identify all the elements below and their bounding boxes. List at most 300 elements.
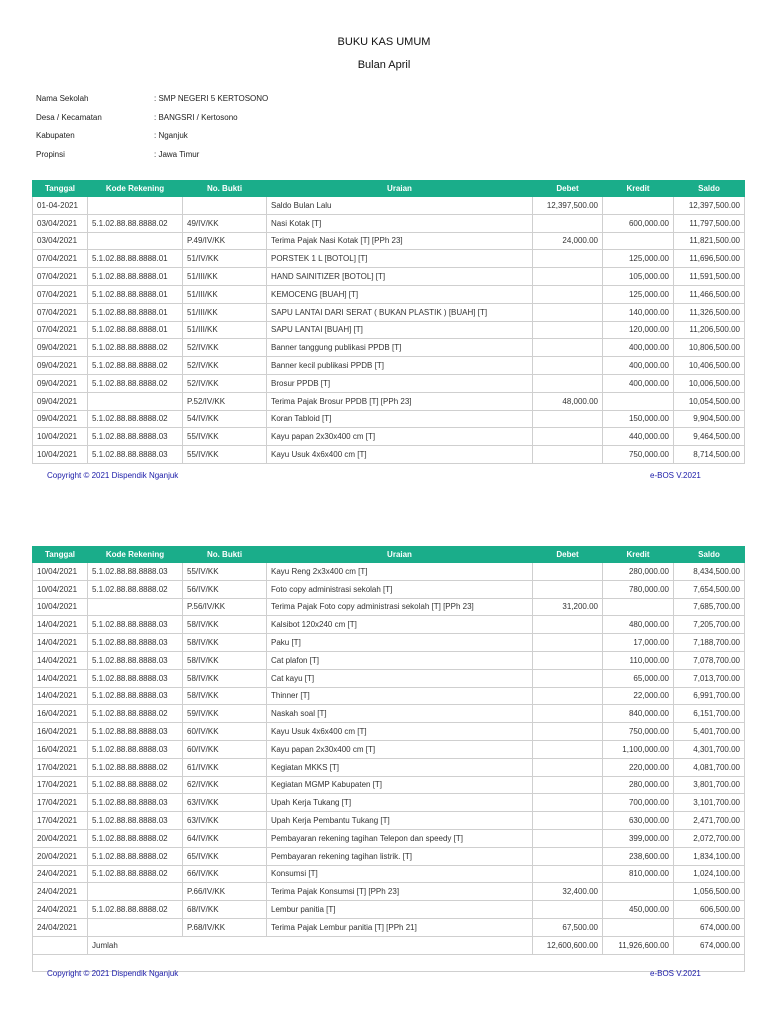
- cell-tanggal: 14/04/2021: [33, 669, 88, 687]
- cell-tanggal: 07/04/2021: [33, 268, 88, 286]
- cell-debet: 24,000.00: [533, 232, 603, 250]
- cell-kredit: 700,000.00: [603, 794, 674, 812]
- cell-uraian: Foto copy administrasi sekolah [T]: [267, 580, 533, 598]
- cell-no-bukti: 66/IV/KK: [183, 865, 267, 883]
- cell-kode-rekening: 5.1.02.88.88.8888.03: [88, 446, 183, 464]
- cell-saldo: 10,406,500.00: [674, 357, 745, 375]
- cell-kredit: 238,600.00: [603, 847, 674, 865]
- col-header-kredit: Kredit: [603, 547, 674, 563]
- cell-saldo: 2,471,700.00: [674, 812, 745, 830]
- cell-no-bukti: 56/IV/KK: [183, 580, 267, 598]
- cell-kredit: 440,000.00: [603, 428, 674, 446]
- table-row: [33, 357, 745, 375]
- cell-saldo: 1,834,100.00: [674, 847, 745, 865]
- table-row: [33, 758, 745, 776]
- cell-saldo: 11,326,500.00: [674, 303, 745, 321]
- cell-kredit: 140,000.00: [603, 303, 674, 321]
- cell-kredit: 22,000.00: [603, 687, 674, 705]
- cell-debet: [533, 580, 603, 598]
- cell-saldo: 11,696,500.00: [674, 250, 745, 268]
- table-row: [33, 918, 745, 936]
- cell-uraian: Terima Pajak Brosur PPDB [T] [PPh 23]: [267, 392, 533, 410]
- cell-tanggal: 09/04/2021: [33, 357, 88, 375]
- cell-kredit: [603, 883, 674, 901]
- cell-uraian: Paku [T]: [267, 634, 533, 652]
- cell-no-bukti: 49/IV/KK: [183, 214, 267, 232]
- total-saldo: 674,000.00: [674, 936, 745, 954]
- table-row: [33, 580, 745, 598]
- cell-kredit: 750,000.00: [603, 446, 674, 464]
- cell-debet: [533, 669, 603, 687]
- cell-uraian: Koran Tabloid [T]: [267, 410, 533, 428]
- cell-saldo: 1,056,500.00: [674, 883, 745, 901]
- cell-kode-rekening: 5.1.02.88.88.8888.01: [88, 268, 183, 286]
- cell-kredit: 750,000.00: [603, 723, 674, 741]
- cell-kode-rekening: 5.1.02.88.88.8888.01: [88, 285, 183, 303]
- cell-saldo: 12,397,500.00: [674, 197, 745, 215]
- table-row: [33, 669, 745, 687]
- cell-uraian: Cat kayu [T]: [267, 669, 533, 687]
- col-header-kode-rekening: Kode Rekening: [88, 181, 183, 197]
- col-header-saldo: Saldo: [674, 547, 745, 563]
- table-row: [33, 428, 745, 446]
- table-row: [33, 794, 745, 812]
- col-header-debet: Debet: [533, 547, 603, 563]
- copyright-text: Copyright © 2021 Dispendik Nganjuk: [47, 471, 179, 480]
- cell-kode-rekening: 5.1.02.88.88.8888.02: [88, 758, 183, 776]
- cell-uraian: SAPU LANTAI [BUAH] [T]: [267, 321, 533, 339]
- cell-tanggal: 09/04/2021: [33, 410, 88, 428]
- col-header-saldo: Saldo: [674, 181, 745, 197]
- cell-uraian: Konsumsi [T]: [267, 865, 533, 883]
- col-header-tanggal: Tanggal: [33, 181, 88, 197]
- cell-kode-rekening: 5.1.02.88.88.8888.02: [88, 901, 183, 919]
- cell-uraian: HAND SAINITIZER [BOTOL] [T]: [267, 268, 533, 286]
- cell-tanggal: 17/04/2021: [33, 758, 88, 776]
- cell-saldo: 6,991,700.00: [674, 687, 745, 705]
- cell-kredit: 810,000.00: [603, 865, 674, 883]
- cell-kode-rekening: 5.1.02.88.88.8888.03: [88, 428, 183, 446]
- cell-no-bukti: P.56/IV/KK: [183, 598, 267, 616]
- cell-saldo: 11,466,500.00: [674, 285, 745, 303]
- table-row: [33, 812, 745, 830]
- table-row: [33, 847, 745, 865]
- cell-no-bukti: P.66/IV/KK: [183, 883, 267, 901]
- cell-kredit: 125,000.00: [603, 285, 674, 303]
- cell-saldo: 7,685,700.00: [674, 598, 745, 616]
- page-title: BUKU KAS UMUM: [337, 36, 431, 48]
- cell-kredit: [603, 392, 674, 410]
- cell-tanggal: 14/04/2021: [33, 634, 88, 652]
- cell-saldo: 4,301,700.00: [674, 740, 745, 758]
- cell-no-bukti: 55/IV/KK: [183, 428, 267, 446]
- ledger-body-page-2: [33, 563, 745, 937]
- col-header-no-bukti: No. Bukti: [183, 547, 267, 563]
- cell-kredit: 17,000.00: [603, 634, 674, 652]
- cell-no-bukti: 59/IV/KK: [183, 705, 267, 723]
- cell-kode-rekening: 5.1.02.88.88.8888.02: [88, 339, 183, 357]
- cell-uraian: Pembayaran rekening tagihan listrik. [T]: [267, 847, 533, 865]
- cell-kredit: 65,000.00: [603, 669, 674, 687]
- cell-tanggal: 09/04/2021: [33, 339, 88, 357]
- cell-saldo: 5,401,700.00: [674, 723, 745, 741]
- cell-uraian: Upah Kerja Pembantu Tukang [T]: [267, 812, 533, 830]
- cell-tanggal: 07/04/2021: [33, 285, 88, 303]
- cell-no-bukti: 55/IV/KK: [183, 563, 267, 581]
- info-label: Nama Sekolah: [36, 94, 89, 103]
- cell-uraian: Pembayaran rekening tagihan Telepon dan speedy [T]: [267, 829, 533, 847]
- table-row: [33, 616, 745, 634]
- cell-no-bukti: [183, 197, 267, 215]
- table-row: [33, 901, 745, 919]
- table-row: [33, 446, 745, 464]
- cell-uraian: Brosur PPDB [T]: [267, 374, 533, 392]
- cell-tanggal: 16/04/2021: [33, 705, 88, 723]
- table-row: [33, 865, 745, 883]
- info-label: Desa / Kecamatan: [36, 112, 102, 122]
- cell-saldo: 11,821,500.00: [674, 232, 745, 250]
- cell-kredit: 400,000.00: [603, 357, 674, 375]
- cell-no-bukti: P.68/IV/KK: [183, 918, 267, 936]
- cell-kode-rekening: 5.1.02.88.88.8888.02: [88, 776, 183, 794]
- cell-kode-rekening: 5.1.02.88.88.8888.02: [88, 865, 183, 883]
- info-value: : Nganjuk: [154, 131, 188, 140]
- table-row: [33, 740, 745, 758]
- cell-kredit: 1,100,000.00: [603, 740, 674, 758]
- cell-debet: 67,500.00: [533, 918, 603, 936]
- cell-kredit: 280,000.00: [603, 776, 674, 794]
- cell-uraian: Upah Kerja Tukang [T]: [267, 794, 533, 812]
- cell-kredit: 105,000.00: [603, 268, 674, 286]
- cell-no-bukti: 51/IV/KK: [183, 250, 267, 268]
- cell-kode-rekening: 5.1.02.88.88.8888.01: [88, 250, 183, 268]
- cell-uraian: Kayu Usuk 4x6x400 cm [T]: [267, 723, 533, 741]
- cell-saldo: 9,904,500.00: [674, 410, 745, 428]
- cell-kredit: [603, 232, 674, 250]
- cell-uraian: Cat plafon [T]: [267, 651, 533, 669]
- info-value: : BANGSRI / Kertosono: [154, 112, 238, 122]
- info-row-regency: [36, 131, 268, 150]
- cell-kode-rekening: 5.1.02.88.88.8888.03: [88, 616, 183, 634]
- cell-uraian: KEMOCENG [BUAH] [T]: [267, 285, 533, 303]
- cell-kode-rekening: 5.1.02.88.88.8888.03: [88, 794, 183, 812]
- cell-kredit: [603, 598, 674, 616]
- cell-uraian: Lembur panitia [T]: [267, 901, 533, 919]
- cell-kredit: [603, 918, 674, 936]
- cell-no-bukti: 60/IV/KK: [183, 740, 267, 758]
- cell-tanggal: 14/04/2021: [33, 651, 88, 669]
- table-row: [33, 250, 745, 268]
- table-row: [33, 303, 745, 321]
- cell-debet: [533, 616, 603, 634]
- cell-tanggal: 07/04/2021: [33, 303, 88, 321]
- cell-debet: [533, 740, 603, 758]
- cell-no-bukti: 58/IV/KK: [183, 634, 267, 652]
- table-header-row: [33, 181, 745, 197]
- cell-no-bukti: 64/IV/KK: [183, 829, 267, 847]
- cell-no-bukti: P.49/IV/KK: [183, 232, 267, 250]
- cell-kode-rekening: 5.1.02.88.88.8888.03: [88, 723, 183, 741]
- table-row: [33, 776, 745, 794]
- table-row: [33, 339, 745, 357]
- cell-uraian: Kayu papan 2x30x400 cm [T]: [267, 740, 533, 758]
- cell-kode-rekening: 5.1.02.88.88.8888.03: [88, 563, 183, 581]
- table-row: [33, 634, 745, 652]
- cell-saldo: 9,464,500.00: [674, 428, 745, 446]
- cell-debet: [533, 428, 603, 446]
- cell-tanggal: 17/04/2021: [33, 794, 88, 812]
- cell-tanggal: 24/04/2021: [33, 901, 88, 919]
- cell-no-bukti: 68/IV/KK: [183, 901, 267, 919]
- cell-kredit: 400,000.00: [603, 339, 674, 357]
- cell-debet: [533, 865, 603, 883]
- cell-debet: [533, 723, 603, 741]
- cell-uraian: PORSTEK 1 L [BOTOL] [T]: [267, 250, 533, 268]
- cell-debet: [533, 651, 603, 669]
- cell-debet: 31,200.00: [533, 598, 603, 616]
- cell-uraian: Kegiatan MKKS [T]: [267, 758, 533, 776]
- cell-debet: [533, 285, 603, 303]
- cell-debet: [533, 634, 603, 652]
- cell-no-bukti: 60/IV/KK: [183, 723, 267, 741]
- cell-kode-rekening: 5.1.02.88.88.8888.02: [88, 705, 183, 723]
- cell-tanggal: 01-04-2021: [33, 197, 88, 215]
- cell-no-bukti: 51/III/KK: [183, 321, 267, 339]
- cell-saldo: 3,801,700.00: [674, 776, 745, 794]
- cell-debet: [533, 776, 603, 794]
- table-header-row: [33, 547, 745, 563]
- cell-kode-rekening: [88, 883, 183, 901]
- table-row: [33, 197, 745, 215]
- cell-no-bukti: 54/IV/KK: [183, 410, 267, 428]
- cell-saldo: 8,714,500.00: [674, 446, 745, 464]
- cell-debet: [533, 268, 603, 286]
- cell-tanggal: 17/04/2021: [33, 812, 88, 830]
- cell-kredit: 125,000.00: [603, 250, 674, 268]
- cell-no-bukti: 63/IV/KK: [183, 812, 267, 830]
- cell-kredit: 400,000.00: [603, 374, 674, 392]
- cell-tanggal: 09/04/2021: [33, 392, 88, 410]
- cell-debet: [533, 687, 603, 705]
- cell-debet: [533, 250, 603, 268]
- cell-no-bukti: 58/IV/KK: [183, 669, 267, 687]
- cell-no-bukti: 52/IV/KK: [183, 374, 267, 392]
- cell-saldo: 6,151,700.00: [674, 705, 745, 723]
- cell-saldo: 11,591,500.00: [674, 268, 745, 286]
- cell-tanggal: 10/04/2021: [33, 598, 88, 616]
- cell-kode-rekening: 5.1.02.88.88.8888.02: [88, 829, 183, 847]
- info-row-school: [36, 94, 268, 113]
- cell-saldo: 2,072,700.00: [674, 829, 745, 847]
- cell-tanggal: 16/04/2021: [33, 740, 88, 758]
- cell-tanggal: 07/04/2021: [33, 321, 88, 339]
- cell-tanggal: 24/04/2021: [33, 883, 88, 901]
- col-header-uraian: Uraian: [267, 181, 533, 197]
- cell-no-bukti: P.52/IV/KK: [183, 392, 267, 410]
- table-row: [33, 232, 745, 250]
- cell-uraian: Kalsibot 120x240 cm [T]: [267, 616, 533, 634]
- cell-debet: [533, 563, 603, 581]
- cell-uraian: Saldo Bulan Lalu: [267, 197, 533, 215]
- cell-kode-rekening: 5.1.02.88.88.8888.03: [88, 812, 183, 830]
- table-row: [33, 268, 745, 286]
- cell-uraian: Thinner [T]: [267, 687, 533, 705]
- cell-kode-rekening: 5.1.02.88.88.8888.03: [88, 740, 183, 758]
- cell-debet: [533, 794, 603, 812]
- cell-debet: [533, 446, 603, 464]
- cell-uraian: Banner tanggung publikasi PPDB [T]: [267, 339, 533, 357]
- cell-saldo: 7,078,700.00: [674, 651, 745, 669]
- table-row: [33, 374, 745, 392]
- cell-uraian: Naskah soal [T]: [267, 705, 533, 723]
- ledger-table-page-2: [32, 546, 745, 972]
- cell-no-bukti: 63/IV/KK: [183, 794, 267, 812]
- total-row: [33, 936, 745, 954]
- cell-tanggal: 14/04/2021: [33, 616, 88, 634]
- cell-tanggal: 20/04/2021: [33, 829, 88, 847]
- cell-tanggal: 03/04/2021: [33, 232, 88, 250]
- cell-uraian: Terima Pajak Foto copy administrasi sekolah [T] [PPh 23]: [267, 598, 533, 616]
- cell-kredit: 600,000.00: [603, 214, 674, 232]
- cell-no-bukti: 52/IV/KK: [183, 357, 267, 375]
- cell-uraian: Banner kecil publikasi PPDB [T]: [267, 357, 533, 375]
- cell-uraian: Kegiatan MGMP Kabupaten [T]: [267, 776, 533, 794]
- table-row: [33, 829, 745, 847]
- cell-debet: [533, 705, 603, 723]
- cell-kode-rekening: 5.1.02.88.88.8888.02: [88, 410, 183, 428]
- cell-saldo: 4,081,700.00: [674, 758, 745, 776]
- cell-debet: 48,000.00: [533, 392, 603, 410]
- cell-debet: [533, 339, 603, 357]
- cell-saldo: 11,206,500.00: [674, 321, 745, 339]
- cell-debet: [533, 812, 603, 830]
- cell-uraian: SAPU LANTAI DARI SERAT ( BUKAN PLASTIK ) [BUAH] [T]: [267, 303, 533, 321]
- cell-debet: [533, 758, 603, 776]
- cell-kode-rekening: [88, 392, 183, 410]
- cell-saldo: 7,188,700.00: [674, 634, 745, 652]
- cell-kredit: 110,000.00: [603, 651, 674, 669]
- cell-kode-rekening: [88, 232, 183, 250]
- cell-uraian: Nasi Kotak [T]: [267, 214, 533, 232]
- table-row: [33, 723, 745, 741]
- cell-kredit: 280,000.00: [603, 563, 674, 581]
- cell-debet: [533, 847, 603, 865]
- cell-no-bukti: 51/III/KK: [183, 285, 267, 303]
- table-row: [33, 883, 745, 901]
- cell-tanggal: 10/04/2021: [33, 563, 88, 581]
- cell-no-bukti: 61/IV/KK: [183, 758, 267, 776]
- cell-no-bukti: 52/IV/KK: [183, 339, 267, 357]
- table-row: [33, 651, 745, 669]
- cell-uraian: Kayu Reng 2x3x400 cm [T]: [267, 563, 533, 581]
- cell-tanggal: 20/04/2021: [33, 847, 88, 865]
- info-row-province: [36, 150, 268, 169]
- cell-debet: [533, 321, 603, 339]
- ledger-body-page-1: [33, 197, 745, 464]
- cell-tanggal: 16/04/2021: [33, 723, 88, 741]
- cell-uraian: Terima Pajak Konsumsi [T] [PPh 23]: [267, 883, 533, 901]
- cell-no-bukti: 62/IV/KK: [183, 776, 267, 794]
- cell-debet: 12,397,500.00: [533, 197, 603, 215]
- cell-debet: [533, 357, 603, 375]
- cell-kredit: 480,000.00: [603, 616, 674, 634]
- cell-kode-rekening: 5.1.02.88.88.8888.02: [88, 357, 183, 375]
- cell-debet: [533, 901, 603, 919]
- cell-no-bukti: 51/III/KK: [183, 303, 267, 321]
- table-row: [33, 392, 745, 410]
- cell-debet: [533, 303, 603, 321]
- info-label: Kabupaten: [36, 131, 75, 140]
- cell-kode-rekening: [88, 197, 183, 215]
- table-row: [33, 285, 745, 303]
- school-info: [36, 94, 268, 168]
- cell-uraian: Kayu Usuk 4x6x400 cm [T]: [267, 446, 533, 464]
- total-debet: 12,600,600.00: [533, 936, 603, 954]
- cell-kode-rekening: [88, 598, 183, 616]
- info-row-village: [36, 113, 268, 132]
- info-value: : SMP NEGERI 5 KERTOSONO: [154, 94, 269, 103]
- col-header-no-bukti: No. Bukti: [183, 181, 267, 197]
- cell-kode-rekening: 5.1.02.88.88.8888.03: [88, 687, 183, 705]
- cell-kode-rekening: 5.1.02.88.88.8888.03: [88, 669, 183, 687]
- cell-kredit: 220,000.00: [603, 758, 674, 776]
- cell-kode-rekening: 5.1.02.88.88.8888.03: [88, 651, 183, 669]
- cell-kredit: 630,000.00: [603, 812, 674, 830]
- cell-kode-rekening: 5.1.02.88.88.8888.01: [88, 303, 183, 321]
- cell-debet: 32,400.00: [533, 883, 603, 901]
- cell-saldo: 7,654,500.00: [674, 580, 745, 598]
- cell-kredit: 150,000.00: [603, 410, 674, 428]
- version-text: e-BOS V.2021: [650, 969, 701, 978]
- cell-debet: [533, 374, 603, 392]
- table-row: [33, 410, 745, 428]
- table-row: [33, 705, 745, 723]
- cell-saldo: 8,434,500.00: [674, 563, 745, 581]
- version-text: e-BOS V.2021: [650, 471, 701, 480]
- total-cell-empty: [33, 936, 88, 954]
- cell-saldo: 10,806,500.00: [674, 339, 745, 357]
- cell-kode-rekening: 5.1.02.88.88.8888.02: [88, 214, 183, 232]
- cell-saldo: 11,797,500.00: [674, 214, 745, 232]
- cell-saldo: 674,000.00: [674, 918, 745, 936]
- cell-no-bukti: 58/IV/KK: [183, 616, 267, 634]
- col-header-tanggal: Tanggal: [33, 547, 88, 563]
- cell-saldo: 10,054,500.00: [674, 392, 745, 410]
- cell-no-bukti: 58/IV/KK: [183, 687, 267, 705]
- cell-saldo: 1,024,100.00: [674, 865, 745, 883]
- cell-kode-rekening: 5.1.02.88.88.8888.02: [88, 374, 183, 392]
- cell-tanggal: 10/04/2021: [33, 428, 88, 446]
- cell-tanggal: 24/04/2021: [33, 865, 88, 883]
- cell-no-bukti: 58/IV/KK: [183, 651, 267, 669]
- cell-saldo: 606,500.00: [674, 901, 745, 919]
- cell-kode-rekening: 5.1.02.88.88.8888.02: [88, 847, 183, 865]
- cell-kode-rekening: 5.1.02.88.88.8888.02: [88, 580, 183, 598]
- cell-kredit: [603, 197, 674, 215]
- cell-no-bukti: 55/IV/KK: [183, 446, 267, 464]
- cell-saldo: 10,006,500.00: [674, 374, 745, 392]
- cell-kredit: 840,000.00: [603, 705, 674, 723]
- info-value: : Jawa Timur: [154, 149, 200, 159]
- cell-saldo: 7,013,700.00: [674, 669, 745, 687]
- cell-tanggal: 09/04/2021: [33, 374, 88, 392]
- cell-kredit: 399,000.00: [603, 829, 674, 847]
- table-row: [33, 687, 745, 705]
- cell-kredit: 120,000.00: [603, 321, 674, 339]
- cell-no-bukti: 51/III/KK: [183, 268, 267, 286]
- cell-tanggal: 24/04/2021: [33, 918, 88, 936]
- cell-uraian: Terima Pajak Nasi Kotak [T] [PPh 23]: [267, 232, 533, 250]
